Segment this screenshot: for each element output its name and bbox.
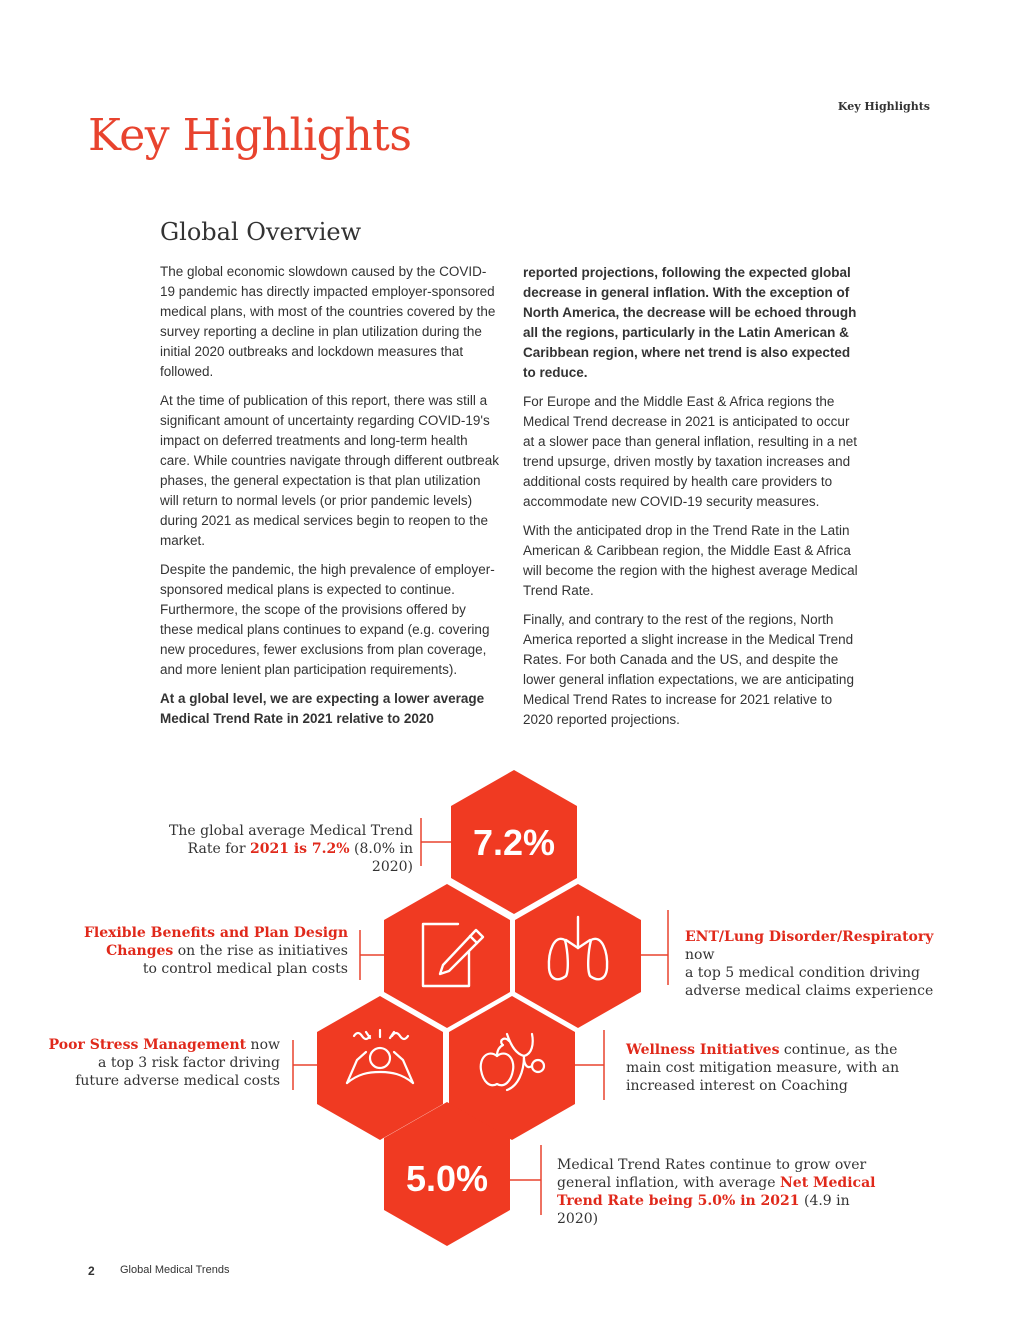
paragraph: Despite the pandemic, the high prevalence of employer-sponsored medical plans is expected to continue. Furthermore, the scope of the provisions offered by these medical plans continues to expand (e.g. covering new procedures, fewer exclusions from plan coverage, and more lenient plan participation requirements). [160, 562, 495, 677]
callout-wellness [626, 1041, 916, 1095]
footer-title: Global Medical Trends [120, 1264, 230, 1276]
callout-line: The global average Medical Trend [169, 823, 413, 839]
callout-line: adverse medical claims experience [685, 983, 934, 999]
page-number: 2 [88, 1264, 95, 1278]
paragraph-bold: At a global level, we are expecting a lower average Medical Trend Rate in 2021 relative to 2020 [160, 691, 485, 726]
paragraph-bold: reported projections, following the expected global decrease in general inflation. With the exception of North America, the decrease will be echoed through all the regions, particularly in the Latin American & Caribbean region, where net trend is also expected to reduce. [523, 265, 857, 380]
callout-line: Poor Stress Management now [48, 1037, 280, 1053]
callout-stress [40, 1036, 280, 1090]
hexagon-pencil [384, 884, 510, 1028]
paragraph: At the time of publication of this report, there was still a significant amount of uncertainty regarding COVID-19's impact on deferred treatments and long-term health care. While countries navigate through different outbreak phases, the general expectation is that plan utilization will return to normal levels (or prior pandemic levels) during 2021 as medical services begin to reopen to the market. [160, 393, 499, 548]
paragraph: The global economic slowdown caused by the COVID-19 pandemic has directly impacted employer-sponsored medical plans, with most of the countries covered by the survey reporting a decline in plan utilization during the initial 2020 outbreaks and lockdown measures that followed. [160, 264, 496, 379]
callout-net-trend [557, 1156, 877, 1228]
callout-line: a top 3 risk factor driving [98, 1055, 280, 1071]
callout-line: increased interest on Coaching [626, 1078, 848, 1094]
callout-line: Changes on the rise as initiatives [106, 943, 348, 959]
callout-flexible-benefits [80, 924, 348, 978]
callout-line: future adverse medical costs [75, 1073, 280, 1089]
paragraph: With the anticipated drop in the Trend Rate in the Latin American & Caribbean region, the Middle East & Africa will become the region with the highest average Medical Trend Rate. [523, 523, 858, 598]
connector-wellness [572, 1030, 604, 1100]
paragraph: Finally, and contrary to the rest of the regions, North America reported a slight increase in the Medical Trend Rates. For both Canada and the US, and despite the lower general inflation expectations, we are anticipating Medical Trend Rates to increase for 2021 relative to 2020 reported projections. [523, 612, 854, 727]
running-head: Key Highlights [837, 100, 930, 113]
connector-flexible [360, 930, 388, 980]
callout-ent-lung [685, 928, 965, 1000]
hexagon-lungs [515, 884, 641, 1028]
connector-global [421, 818, 453, 866]
bottom-value: 5.0% [405, 1158, 489, 1199]
callout-line: Medical Trend Rates continue to grow over [557, 1157, 867, 1173]
paragraph: For Europe and the Middle East & Africa regions the Medical Trend decrease in 2021 is anticipated to occur at a slower pace than general inflation, resulting in a net trend upsurge, driven mostly by taxation increases and additional costs required by health care providers to accommodate new COVID-19 security measures. [523, 394, 857, 509]
callout-line: main cost mitigation measure, with an [626, 1060, 900, 1076]
callout-line: Wellness Initiatives continue, as the [626, 1042, 898, 1058]
callout-line: Trend Rate being 5.0% in 2021 (4.9 in 2020) [557, 1193, 850, 1227]
callout-line: Flexible Benefits and Plan Design [83, 925, 348, 941]
page-title: Key Highlights [88, 110, 412, 161]
callout-line: general inflation, with average Net Medical [557, 1175, 876, 1191]
callout-line: a top 5 medical condition driving [685, 965, 920, 981]
section-title: Global Overview [160, 218, 362, 246]
callout-global-trend [150, 822, 413, 876]
callout-line: Rate for 2021 is 7.2% (8.0% in 2020) [187, 841, 413, 875]
connector-net [506, 1145, 541, 1215]
callout-line: to control medical plan costs [142, 961, 348, 977]
top-value: 7.2% [472, 822, 556, 863]
callout-line: ENT/Lung Disorder/Respiratory now [685, 929, 934, 963]
